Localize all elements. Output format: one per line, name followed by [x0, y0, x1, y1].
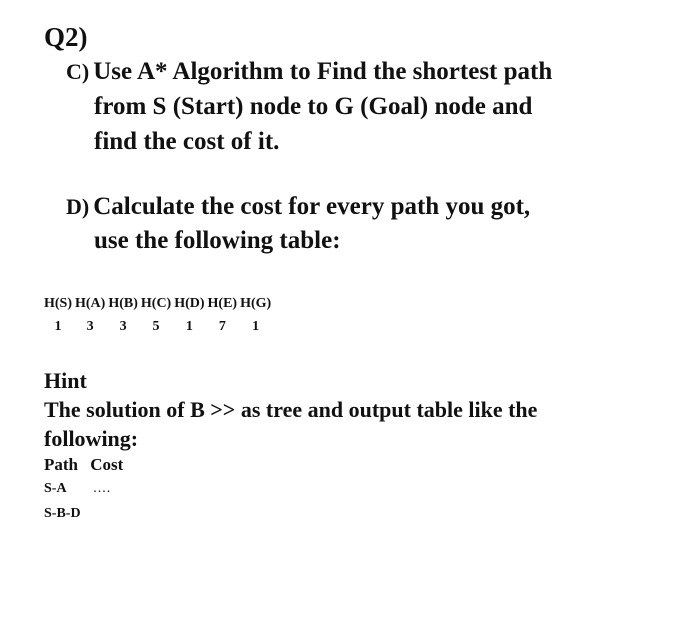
- hint-title: Hint: [44, 368, 87, 393]
- heuristic-value-cell: 7: [218, 319, 226, 334]
- part-c-text-2: from S (Start) node to G (Goal) node and: [94, 93, 533, 120]
- heuristic-table: [44, 292, 271, 338]
- output-table-row: [44, 481, 111, 497]
- part-d-text-2: use the following table:: [94, 227, 341, 254]
- path-cell: S-B-D: [44, 506, 81, 521]
- part-c-text-1: Use A* Algorithm to Find the shortest path: [93, 58, 553, 85]
- heuristic-value-cell: 1: [185, 319, 193, 334]
- path-cell: S-A: [44, 481, 66, 496]
- part-c-marker: C): [66, 59, 90, 84]
- heuristic-header-cell: H(B): [108, 296, 138, 311]
- heuristic-value-cell: 1: [54, 319, 62, 334]
- hint-text-1: The solution of B >> as tree and output table like the: [44, 397, 538, 422]
- cost-column-header: Cost: [90, 455, 124, 474]
- heuristic-value-cell: 3: [86, 319, 94, 334]
- path-column-header: Path: [44, 455, 78, 474]
- heuristic-header-cell: H(G): [240, 296, 272, 311]
- part-c-text-3: find the cost of it.: [94, 128, 280, 155]
- heuristic-value-cell: 5: [152, 319, 160, 334]
- part-d-text-1: Calculate the cost for every path you got,: [93, 193, 531, 220]
- heuristic-value-cell: 1: [252, 319, 260, 334]
- part-c-line-1: [66, 58, 552, 86]
- part-d-marker: D): [66, 194, 90, 219]
- cost-cell: ....: [93, 481, 112, 496]
- question-title: Q2): [44, 22, 88, 52]
- heuristic-header-cell: H(A): [75, 296, 106, 311]
- heuristic-header-cell: H(C): [140, 296, 172, 311]
- hint-text-2: following:: [44, 426, 139, 451]
- heuristic-header-row: [44, 292, 271, 315]
- heuristic-header-cell: H(S): [44, 296, 72, 311]
- heuristic-header-cell: H(E): [207, 296, 238, 311]
- heuristic-header-cell: H(D): [174, 296, 205, 311]
- heuristic-value-row: [44, 315, 271, 338]
- heuristic-value-cell: 3: [119, 319, 127, 334]
- output-table-row: [44, 506, 81, 522]
- output-table-header: [44, 455, 123, 475]
- part-d-line-1: [66, 193, 530, 221]
